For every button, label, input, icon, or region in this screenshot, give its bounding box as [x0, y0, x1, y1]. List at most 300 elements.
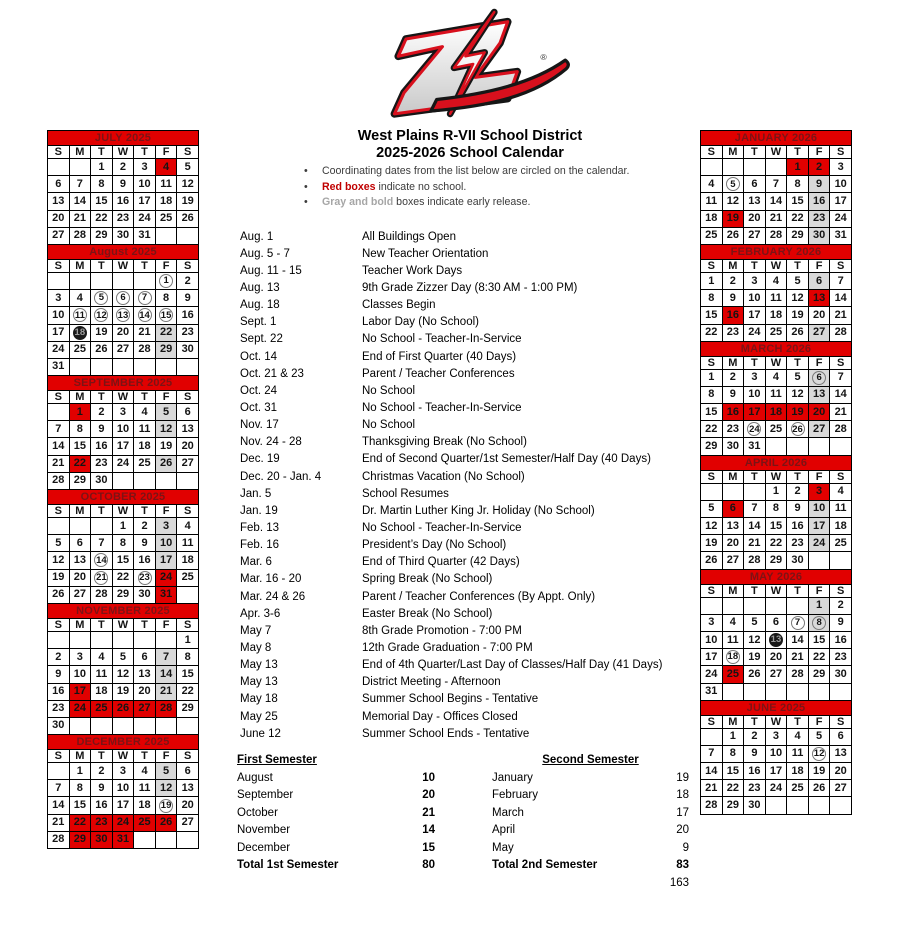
left-month-column — [47, 130, 201, 849]
calendar-day: 9 — [722, 290, 744, 307]
calendar-day-empty — [787, 683, 809, 700]
event-description: Thanksgiving Break (No School) — [362, 436, 527, 449]
calendar-day: 21 — [134, 324, 156, 341]
calendar-day: 22 — [701, 421, 723, 438]
day-of-week-label: S — [701, 715, 723, 728]
calendar-day: 3 — [112, 404, 134, 421]
calendar-day: 22 — [69, 814, 91, 831]
calendar-day: 11 — [787, 745, 809, 762]
calendar-day: 5 — [155, 404, 177, 421]
day-of-week-label: T — [744, 470, 766, 483]
day-of-week-label: S — [701, 146, 723, 159]
calendar-day: 10 — [69, 666, 91, 683]
calendar-day-empty — [91, 717, 113, 734]
calendar-day-empty — [48, 631, 70, 648]
circled-date-marker: 14 — [96, 554, 107, 566]
month-title: SEPTEMBER 2025 — [48, 376, 199, 391]
day-of-week-label: W — [112, 750, 134, 763]
day-of-week-label: W — [765, 259, 787, 272]
calendar-day: 23 — [808, 210, 830, 227]
calendar-day: 15 — [722, 763, 744, 780]
day-of-week-label: T — [91, 146, 113, 159]
month-calendar-july-2025 — [47, 130, 199, 245]
calendar-day: 11 — [134, 421, 156, 438]
day-of-week-label: F — [808, 584, 830, 597]
calendar-day: 3 — [744, 369, 766, 386]
calendar-day: 11 — [155, 176, 177, 193]
calendar-day: 30 — [830, 666, 852, 683]
semester-days: 17 — [676, 806, 689, 819]
calendar-day: 27 — [744, 227, 766, 244]
calendar-day: 25 — [134, 814, 156, 831]
day-of-week-label: T — [134, 750, 156, 763]
event-date: Mar. 24 & 26 — [240, 590, 306, 603]
calendar-day: 25 — [765, 421, 787, 438]
event-description: Labor Day (No School) — [362, 316, 479, 329]
day-of-week-label: W — [765, 356, 787, 369]
calendar-day: 4 — [69, 290, 91, 307]
calendar-day: 3 — [830, 159, 852, 176]
second-semester-total: 83 — [676, 859, 689, 871]
calendar-day: 30 — [134, 586, 156, 603]
calendar-day: 28 — [91, 586, 113, 603]
event-description: Easter Break (No School) — [362, 607, 493, 620]
calendar-day: 28 — [744, 552, 766, 569]
month-title: MARCH 2026 — [701, 341, 852, 356]
calendar-day: 13 — [48, 193, 70, 210]
calendar-day-empty — [808, 438, 830, 455]
calendar-day: 25 — [787, 780, 809, 797]
calendar-day: 18 — [701, 210, 723, 227]
calendar-day: 2 — [177, 272, 199, 289]
event-description: End of 4th Quarter/Last Day of Classes/Half Day (41 Days) — [362, 659, 663, 672]
day-of-week-label: F — [155, 391, 177, 404]
calendar-day: 14 — [48, 797, 70, 814]
calendar-day: 8 — [701, 386, 723, 403]
calendar-day: 27 — [134, 700, 156, 717]
calendar-day: 26 — [155, 455, 177, 472]
calendar-day — [155, 307, 177, 324]
calendar-day-empty — [134, 358, 156, 375]
calendar-day: 26 — [48, 586, 70, 603]
calendar-day-empty — [177, 472, 199, 489]
event-date: May 8 — [240, 641, 272, 654]
calendar-day: 7 — [69, 176, 91, 193]
semester-days: 9 — [682, 841, 689, 854]
legend-item — [300, 164, 680, 180]
calendar-day: 1 — [701, 272, 723, 289]
calendar-day-empty — [787, 597, 809, 614]
calendar-day-empty — [787, 797, 809, 814]
calendar-day: 20 — [765, 649, 787, 666]
calendar-day: 2 — [48, 649, 70, 666]
day-of-week-label: S — [701, 259, 723, 272]
calendar-day: 4 — [134, 404, 156, 421]
calendar-day: 12 — [155, 780, 177, 797]
calendar-day: 1 — [808, 597, 830, 614]
day-of-week-label: T — [744, 259, 766, 272]
circled-date-marker: 5 — [94, 291, 108, 305]
calendar-day: 2 — [722, 369, 744, 386]
calendar-day: 22 — [112, 569, 134, 586]
semester-days: 15 — [422, 841, 435, 854]
calendar-day: 13 — [177, 780, 199, 797]
month-title: MAY 2026 — [701, 569, 852, 584]
day-of-week-label: T — [744, 146, 766, 159]
calendar-day: 27 — [830, 780, 852, 797]
event-date: May 25 — [240, 710, 278, 723]
calendar-day: 23 — [91, 455, 113, 472]
calendar-day: 10 — [48, 307, 70, 324]
day-of-week-label: T — [91, 618, 113, 631]
day-of-week-label: M — [722, 584, 744, 597]
event-date: Sept. 1 — [240, 316, 277, 329]
calendar-day-empty — [765, 797, 787, 814]
calendar-day: 29 — [701, 438, 723, 455]
calendar-day: 31 — [112, 831, 134, 848]
day-of-week-label: M — [722, 259, 744, 272]
circled-date-marker: 11 — [74, 309, 85, 321]
calendar-day: 25 — [91, 700, 113, 717]
circled-date-marker: 7 — [791, 616, 805, 630]
event-row — [240, 554, 700, 571]
event-description: 8th Grade Promotion - 7:00 PM — [362, 624, 522, 637]
calendar-day: 20 — [722, 535, 744, 552]
month-calendar-november-2025 — [47, 603, 199, 735]
calendar-day: 5 — [112, 649, 134, 666]
calendar-day: 25 — [830, 535, 852, 552]
calendar-day: 18 — [787, 763, 809, 780]
calendar-day: 5 — [787, 369, 809, 386]
calendar-day: 31 — [701, 683, 723, 700]
month-calendar-may-2026 — [700, 569, 852, 701]
semester-month: September — [237, 789, 294, 801]
event-row — [240, 382, 700, 399]
calendar-day: 1 — [701, 369, 723, 386]
semester-month: May — [492, 841, 514, 854]
calendar-day: 16 — [91, 438, 113, 455]
event-date: Dec. 20 - Jan. 4 — [240, 470, 322, 483]
calendar-day: 12 — [701, 518, 723, 535]
calendar-day-empty — [701, 728, 723, 745]
day-of-week-label: T — [744, 356, 766, 369]
calendar-day-empty — [177, 717, 199, 734]
calendar-day: 22 — [69, 455, 91, 472]
calendar-day-empty — [48, 272, 70, 289]
calendar-day: 3 — [155, 518, 177, 535]
calendar-day: 18 — [765, 404, 787, 421]
calendar-day-empty — [722, 597, 744, 614]
calendar-day-empty — [155, 831, 177, 848]
calendar-day: 22 — [808, 649, 830, 666]
calendar-day: 17 — [765, 763, 787, 780]
calendar-day-empty — [112, 358, 134, 375]
calendar-day: 20 — [177, 797, 199, 814]
calendar-day: 19 — [787, 404, 809, 421]
calendar-day: 30 — [91, 472, 113, 489]
calendar-day — [134, 569, 156, 586]
calendar-day: 25 — [69, 341, 91, 358]
event-date: Oct. 31 — [240, 401, 278, 414]
calendar-day: 30 — [91, 831, 113, 848]
calendar-day: 29 — [177, 700, 199, 717]
calendar-day: 2 — [808, 159, 830, 176]
day-of-week-label: T — [91, 391, 113, 404]
legend-list — [300, 164, 680, 211]
calendar-day: 1 — [112, 518, 134, 535]
month-title: DECEMBER 2025 — [48, 735, 199, 750]
event-description: All Buildings Open — [362, 230, 456, 243]
calendar-day: 13 — [808, 386, 830, 403]
calendar-day: 21 — [48, 814, 70, 831]
event-description: No School - Teacher-In-Service — [362, 521, 522, 534]
event-row — [240, 588, 700, 605]
calendar-day: 28 — [48, 472, 70, 489]
day-of-week-label: S — [830, 259, 852, 272]
calendar-day-empty — [765, 597, 787, 614]
calendar-day: 17 — [830, 193, 852, 210]
event-description: End of Third Quarter (42 Days) — [362, 556, 520, 569]
calendar-day-empty — [134, 272, 156, 289]
calendar-day: 29 — [69, 831, 91, 848]
calendar-day: 4 — [155, 159, 177, 176]
event-date: Dec. 19 — [240, 453, 280, 466]
circled-date-marker: 21 — [96, 571, 107, 583]
calendar-day — [787, 421, 809, 438]
calendar-day-empty — [134, 831, 156, 848]
calendar-day: 13 — [808, 290, 830, 307]
calendar-day — [69, 324, 91, 341]
calendar-day: 24 — [744, 324, 766, 341]
calendar-day: 22 — [765, 535, 787, 552]
calendar-day — [722, 649, 744, 666]
registered-mark: ® — [540, 52, 547, 63]
calendar-day: 24 — [701, 666, 723, 683]
day-of-week-label: F — [155, 618, 177, 631]
calendar-day: 19 — [112, 683, 134, 700]
event-date: Apr. 3-6 — [240, 607, 281, 620]
event-row — [240, 674, 700, 691]
day-of-week-label: S — [48, 146, 70, 159]
calendar-day: 10 — [830, 176, 852, 193]
calendar-day: 1 — [787, 159, 809, 176]
calendar-day-empty — [155, 227, 177, 244]
legend-item — [300, 180, 680, 196]
calendar-day: 12 — [155, 421, 177, 438]
calendar-day: 10 — [701, 631, 723, 648]
calendar-day: 24 — [808, 535, 830, 552]
calendar-day: 10 — [808, 500, 830, 517]
event-date: Oct. 24 — [240, 384, 278, 397]
calendar-day: 19 — [808, 763, 830, 780]
day-of-week-label: S — [48, 618, 70, 631]
semester-summary — [237, 752, 689, 892]
calendar-day: 22 — [701, 324, 723, 341]
day-of-week-label: W — [765, 584, 787, 597]
calendar-day: 1 — [765, 483, 787, 500]
event-date: Oct. 21 & 23 — [240, 367, 304, 380]
calendar-day: 26 — [701, 552, 723, 569]
calendar-day: 20 — [48, 210, 70, 227]
calendar-day: 26 — [177, 210, 199, 227]
calendar-day: 23 — [787, 535, 809, 552]
event-description: Parent / Teacher Conferences (By Appt. Only) — [362, 590, 596, 603]
day-of-week-label: S — [830, 470, 852, 483]
calendar-day: 16 — [91, 797, 113, 814]
calendar-day: 18 — [134, 438, 156, 455]
calendar-day: 21 — [744, 535, 766, 552]
event-description: Spring Break (No School) — [362, 573, 493, 586]
legend-lead: Gray and bold — [322, 196, 394, 209]
calendar-day — [787, 614, 809, 631]
semester-days: 21 — [422, 806, 435, 819]
calendar-day: 8 — [69, 421, 91, 438]
calendar-day-empty — [134, 631, 156, 648]
calendar-day-empty — [765, 438, 787, 455]
event-description: 12th Grade Graduation - 7:00 PM — [362, 641, 533, 654]
calendar-day: 8 — [155, 290, 177, 307]
calendar-day-empty — [830, 552, 852, 569]
event-row — [240, 605, 700, 622]
calendar-day: 15 — [765, 518, 787, 535]
calendar-day: 21 — [48, 455, 70, 472]
calendar-day: 7 — [765, 176, 787, 193]
month-calendar-september-2025 — [47, 375, 199, 490]
calendar-day: 30 — [48, 717, 70, 734]
calendar-day: 16 — [744, 763, 766, 780]
semester-month: November — [237, 824, 291, 836]
calendar-day: 23 — [830, 649, 852, 666]
calendar-day: 23 — [744, 780, 766, 797]
month-calendar-june-2025 — [700, 700, 852, 815]
event-description: End of First Quarter (40 Days) — [362, 350, 517, 363]
calendar-day: 20 — [744, 210, 766, 227]
calendar-day-empty — [722, 683, 744, 700]
calendar-day: 6 — [177, 763, 199, 780]
day-of-week-label: W — [112, 391, 134, 404]
calendar-day: 5 — [744, 614, 766, 631]
event-date: Aug. 18 — [240, 299, 280, 312]
day-of-week-label: W — [112, 146, 134, 159]
calendar-day: 17 — [744, 404, 766, 421]
day-of-week-label: S — [830, 715, 852, 728]
calendar-day: 18 — [91, 683, 113, 700]
legend-text: Coordinating dates from the list below are circled on the calendar. — [322, 165, 630, 177]
calendar-day: 12 — [177, 176, 199, 193]
calendar-day: 27 — [69, 586, 91, 603]
calendar-day-empty — [765, 683, 787, 700]
event-row — [240, 314, 700, 331]
calendar-day-empty — [722, 483, 744, 500]
day-of-week-label: M — [69, 505, 91, 518]
calendar-day: 8 — [177, 649, 199, 666]
calendar-day: 8 — [787, 176, 809, 193]
calendar-day: 13 — [722, 518, 744, 535]
calendar-day: 28 — [134, 341, 156, 358]
month-title: JULY 2025 — [48, 131, 199, 146]
calendar-day: 8 — [701, 290, 723, 307]
calendar-day: 7 — [830, 272, 852, 289]
calendar-day: 1 — [91, 159, 113, 176]
calendar-day: 18 — [134, 797, 156, 814]
event-date: May 18 — [240, 693, 278, 706]
calendar-day: 31 — [830, 227, 852, 244]
calendar-day — [91, 307, 113, 324]
calendar-day: 13 — [177, 421, 199, 438]
semester-days: 19 — [676, 771, 689, 784]
calendar-day-empty — [69, 159, 91, 176]
circled-date-marker: 5 — [726, 177, 740, 191]
day-of-week-label: M — [69, 259, 91, 272]
event-row — [240, 657, 700, 674]
day-of-week-label: W — [765, 715, 787, 728]
calendar-day: 5 — [48, 535, 70, 552]
calendar-day: 23 — [722, 421, 744, 438]
calendar-day: 25 — [701, 227, 723, 244]
calendar-day: 9 — [177, 290, 199, 307]
event-row — [240, 297, 700, 314]
calendar-day: 6 — [765, 614, 787, 631]
calendar-day: 25 — [722, 666, 744, 683]
event-row — [240, 399, 700, 416]
calendar-day: 19 — [722, 210, 744, 227]
grand-total: 163 — [669, 876, 689, 889]
calendar-day: 28 — [787, 666, 809, 683]
month-calendar-december-2025 — [47, 734, 199, 849]
calendar-day: 27 — [808, 324, 830, 341]
calendar-day-empty — [112, 472, 134, 489]
calendar-day: 27 — [112, 341, 134, 358]
calendar-day: 4 — [787, 728, 809, 745]
day-of-week-label: T — [744, 584, 766, 597]
calendar-day: 3 — [808, 483, 830, 500]
calendar-day: 8 — [91, 176, 113, 193]
event-description: No School - Teacher-In-Service — [362, 333, 522, 346]
day-of-week-label: F — [808, 259, 830, 272]
calendar-day: 19 — [155, 438, 177, 455]
first-semester-total-label: Total 1st Semester — [237, 859, 339, 871]
title-block — [250, 128, 690, 161]
calendar-day: 20 — [808, 307, 830, 324]
event-row — [240, 348, 700, 365]
calendar-day: 2 — [830, 597, 852, 614]
day-of-week-label: W — [112, 259, 134, 272]
calendar-day-empty — [134, 472, 156, 489]
calendar-day: 10 — [112, 780, 134, 797]
event-description: District Meeting - Afternoon — [362, 676, 501, 689]
month-calendar-february-2026 — [700, 244, 852, 342]
event-date: Oct. 14 — [240, 350, 278, 363]
calendar-day: 9 — [91, 421, 113, 438]
calendar-day: 15 — [177, 666, 199, 683]
month-title: JUNE 2025 — [701, 700, 852, 715]
calendar-day: 12 — [787, 290, 809, 307]
event-description: 9th Grade Zizzer Day (8:30 AM - 1:00 PM) — [362, 281, 578, 294]
calendar-day: 28 — [155, 700, 177, 717]
calendar-day: 14 — [765, 193, 787, 210]
calendar-day: 10 — [744, 290, 766, 307]
month-calendar-march-2026 — [700, 341, 852, 456]
event-row — [240, 262, 700, 279]
circled-date-marker: 24 — [749, 423, 760, 435]
calendar-day: 13 — [69, 552, 91, 569]
calendar-day: 3 — [112, 763, 134, 780]
calendar-day: 6 — [177, 404, 199, 421]
event-row — [240, 485, 700, 502]
calendar-day: 14 — [787, 631, 809, 648]
circled-date-marker: 23 — [139, 571, 150, 583]
calendar-day: 22 — [787, 210, 809, 227]
